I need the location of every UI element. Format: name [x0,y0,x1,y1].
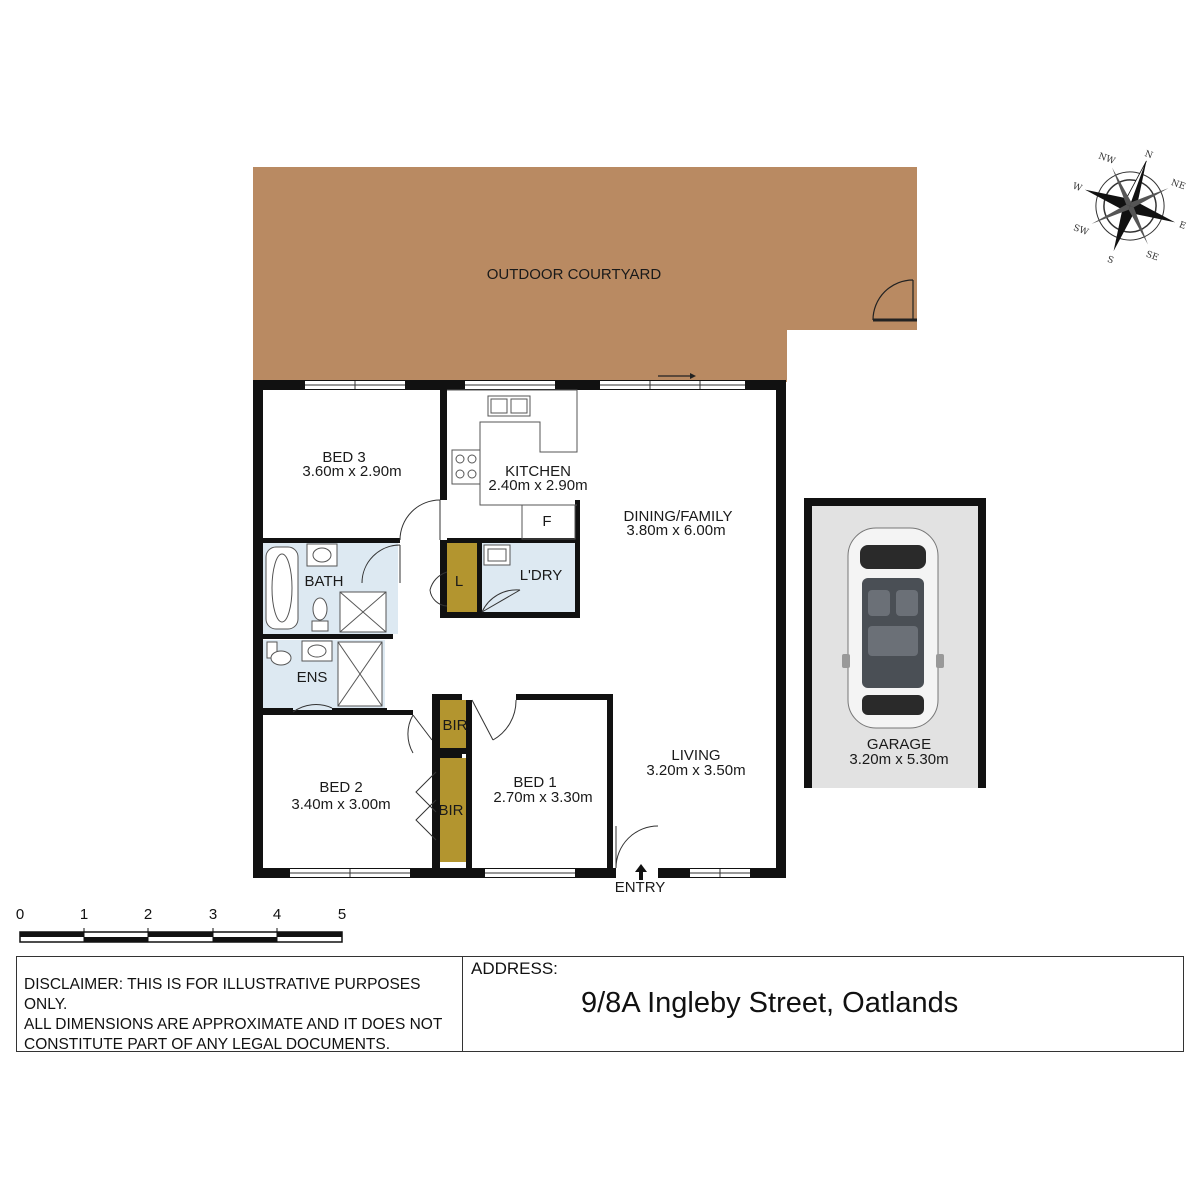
compass-e: E [1177,220,1188,232]
disclaimer-line-1: DISCLAIMER: THIS IS FOR ILLUSTRATIVE PURPOSES ONLY. [24,976,421,1013]
compass-se: SE [1144,249,1160,264]
ensuite-basin-icon [302,641,332,661]
living-dims: 3.20m x 3.50m [646,762,746,779]
scale-tick-1: 1 [79,906,89,923]
garage-name: GARAGE [866,736,932,753]
ensuite-name: ENS [296,669,328,686]
kitchen-dims: 2.40m x 2.90m [488,477,588,494]
disclaimer-line-2: ALL DIMENSIONS ARE APPROXIMATE AND IT DOES NOT [24,1016,443,1033]
scale-tick-0: 0 [15,906,25,923]
bathtub-icon [266,547,298,629]
compass-sw: SW [1071,223,1090,238]
bed1-dims: 2.70m x 3.30m [493,789,593,806]
shower-icon [340,592,386,632]
compass-nw: NW [1096,151,1117,167]
compass-s: S [1105,254,1115,267]
dining-dims: 3.80m x 6.00m [626,522,726,539]
toilet-icon [312,598,328,631]
disclaimer-box [16,956,463,1052]
address-box [462,956,1184,1052]
disclaimer-line-3: CONSTITUTE PART OF ANY LEGAL DOCUMENTS. [24,1036,391,1053]
compass-rose-icon [1051,130,1200,286]
linen-name: L [454,573,464,590]
car-icon [842,528,944,728]
living-name: LIVING [671,747,721,764]
address-value: 9/8A Ingleby Street, Oatlands [581,987,959,1019]
outdoor-courtyard [253,167,917,382]
laundry-name: L'DRY [519,567,563,584]
bir-bottom-name: BIR [438,802,464,819]
basin-icon [307,544,337,566]
cooktop-icon [452,450,480,484]
laundry-tub-icon [484,545,510,565]
sink-icon [488,396,530,416]
scale-bar [16,906,346,942]
scale-tick-4: 4 [272,906,282,923]
bed3-name: BED 3 [322,449,366,466]
scale-tick-2: 2 [143,906,153,923]
compass-w: W [1070,181,1084,195]
bath-name: BATH [304,573,344,590]
bir-top-name: BIR [442,717,468,734]
ensuite-shower-icon [338,642,382,706]
bed2-dims: 3.40m x 3.00m [291,796,391,813]
scale-tick-3: 3 [208,906,218,923]
entry-label: ENTRY [614,879,666,896]
compass-n: N [1143,149,1154,162]
garage-dims: 3.20m x 5.30m [849,751,949,768]
bed1-name: BED 1 [513,774,557,791]
compass-ne: NE [1169,177,1187,193]
address-label: ADDRESS: [471,959,558,978]
bed2-name: BED 2 [319,779,363,796]
dining-name: DINING/FAMILY [623,508,733,525]
fridge-label: F [542,513,552,530]
scale-tick-5: 5 [337,906,347,923]
bed3-dims: 3.60m x 2.90m [302,463,402,480]
kitchen-name: KITCHEN [505,463,571,480]
courtyard-label: OUTDOOR COURTYARD [486,266,662,283]
